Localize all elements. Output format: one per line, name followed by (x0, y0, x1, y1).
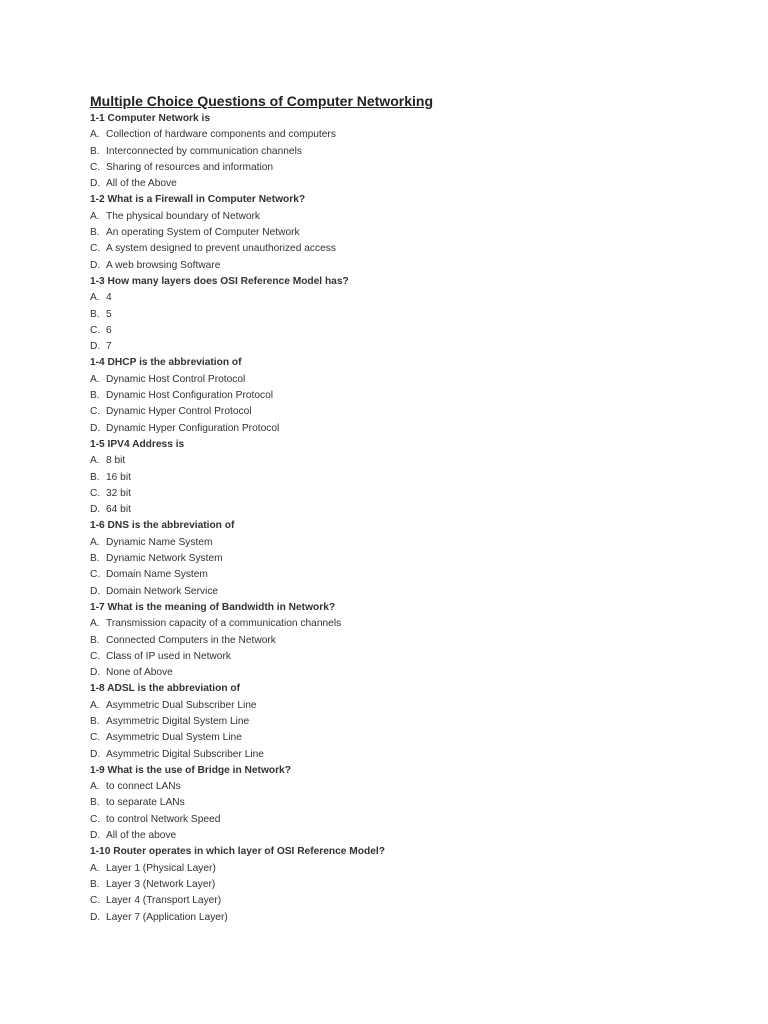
option-text: Asymmetric Dual Subscriber Line (106, 699, 257, 711)
option-letter: A. (90, 536, 100, 548)
option-text: Layer 4 (Transport Layer) (106, 895, 222, 907)
answer-option (90, 584, 710, 600)
answer-option (90, 209, 710, 225)
option-text: Domain Name System (106, 569, 208, 581)
option-text: A system designed to prevent unauthorized access (106, 243, 336, 255)
option-letter: C. (90, 650, 101, 662)
answer-option (90, 633, 710, 649)
answer-option (90, 127, 710, 143)
option-text: Collection of hardware components and computers (106, 129, 336, 141)
answer-option (90, 828, 710, 844)
option-text: A web browsing Software (106, 259, 221, 271)
answer-option (90, 225, 710, 241)
option-letter: A. (90, 862, 100, 874)
option-letter: C. (90, 324, 101, 336)
option-text: Asymmetric Digital Subscriber Line (106, 748, 264, 760)
option-letter: D. (90, 341, 101, 353)
answer-option (90, 779, 710, 795)
option-letter: A. (90, 292, 100, 304)
question-text: 1-3 How many layers does OSI Reference Model has? (90, 275, 349, 287)
document-content (90, 92, 710, 926)
answer-option (90, 877, 710, 893)
answer-option (90, 795, 710, 811)
answer-option (90, 307, 710, 323)
option-letter: C. (90, 161, 101, 173)
question-text: 1-2 What is a Firewall in Computer Network? (90, 194, 306, 206)
question-text: 1-4 DHCP is the abbreviation of (90, 357, 242, 369)
option-letter: B. (90, 634, 100, 646)
option-letter: D. (90, 748, 101, 760)
option-text: Layer 3 (Network Layer) (106, 878, 216, 890)
answer-option (90, 404, 710, 420)
option-letter: B. (90, 878, 100, 890)
option-letter: B. (90, 227, 100, 239)
question-text: 1-5 IPV4 Address is (90, 438, 185, 450)
option-letter: B. (90, 715, 100, 727)
option-text: 16 bit (106, 471, 131, 483)
option-letter: C. (90, 569, 101, 581)
question-text: 1-8 ADSL is the abbreviation of (90, 683, 241, 695)
option-text: 32 bit (106, 487, 131, 499)
question-block (90, 274, 710, 355)
answer-option (90, 893, 710, 909)
question-text: 1-1 Computer Network is (90, 113, 211, 124)
option-letter: C. (90, 406, 101, 418)
answer-option (90, 567, 710, 583)
answer-option (90, 160, 710, 176)
answer-option (90, 453, 710, 469)
answer-option (90, 372, 710, 388)
option-letter: A. (90, 455, 100, 467)
option-text: Dynamic Network System (106, 553, 223, 565)
option-text: Class of IP used in Network (106, 650, 231, 662)
answer-option (90, 747, 710, 763)
answer-option (90, 323, 710, 339)
option-text: 6 (106, 324, 112, 336)
answer-option (90, 486, 710, 502)
answer-option (90, 861, 710, 877)
answer-option (90, 616, 710, 632)
option-letter: B. (90, 390, 100, 402)
question-text: 1-6 DNS is the abbreviation of (90, 520, 235, 532)
option-letter: D. (90, 259, 101, 271)
option-text: Connected Computers in the Network (106, 634, 276, 646)
document-title: Multiple Choice Questions of Computer Networking (90, 93, 434, 109)
option-text: Transmission capacity of a communication channels (106, 618, 342, 630)
question-block (90, 111, 710, 192)
option-text: Layer 7 (Application Layer) (106, 911, 228, 923)
question-text: 1-10 Router operates in which layer of OSI Reference Model? (90, 846, 385, 858)
option-text: Dynamic Name System (106, 536, 213, 548)
option-letter: B. (90, 308, 100, 320)
option-letter: D. (90, 504, 101, 516)
option-text: to connect LANs (106, 781, 181, 793)
answer-option (90, 241, 710, 257)
option-letter: D. (90, 911, 101, 923)
question-block (90, 844, 710, 925)
option-text: Asymmetric Digital System Line (106, 715, 250, 727)
option-letter: D. (90, 830, 101, 842)
option-text: Dynamic Host Configuration Protocol (106, 390, 274, 402)
option-text: All of the above (106, 830, 177, 842)
option-text: Asymmetric Dual System Line (106, 732, 242, 744)
option-text: 7 (106, 341, 112, 353)
answer-option (90, 535, 710, 551)
option-letter: A. (90, 373, 100, 385)
option-letter: D. (90, 585, 101, 597)
answer-option (90, 176, 710, 192)
option-text: Dynamic Hyper Configuration Protocol (106, 422, 280, 434)
option-letter: B. (90, 145, 100, 157)
option-text: 64 bit (106, 504, 131, 516)
option-text: Dynamic Hyper Control Protocol (106, 406, 252, 418)
answer-option (90, 730, 710, 746)
answer-option (90, 714, 710, 730)
option-text: Dynamic Host Control Protocol (106, 373, 246, 385)
question-block (90, 437, 710, 518)
option-text: 5 (106, 308, 112, 320)
answer-option (90, 812, 710, 828)
question-block (90, 681, 710, 762)
answer-option (90, 502, 710, 518)
option-text: to control Network Speed (106, 813, 221, 825)
question-block (90, 355, 710, 436)
answer-option (90, 388, 710, 404)
answer-option (90, 421, 710, 437)
option-letter: C. (90, 732, 101, 744)
option-letter: C. (90, 487, 101, 499)
option-text: Layer 1 (Physical Layer) (106, 862, 216, 874)
question-block (90, 518, 710, 599)
option-text: All of the Above (106, 178, 177, 190)
answer-option (90, 665, 710, 681)
answer-option (90, 910, 710, 926)
question-list (90, 111, 710, 926)
option-text: to separate LANs (106, 797, 185, 809)
question-block (90, 763, 710, 844)
option-text: The physical boundary of Network (106, 210, 261, 222)
option-letter: A. (90, 699, 100, 711)
question-block (90, 192, 710, 273)
answer-option (90, 258, 710, 274)
option-text: Domain Network Service (106, 585, 219, 597)
option-letter: B. (90, 471, 100, 483)
option-letter: A. (90, 618, 100, 630)
answer-option (90, 290, 710, 306)
answer-option (90, 551, 710, 567)
option-letter: A. (90, 210, 100, 222)
option-letter: B. (90, 797, 100, 809)
option-text: 8 bit (106, 455, 126, 467)
option-letter: D. (90, 667, 101, 679)
option-letter: C. (90, 813, 101, 825)
option-text: Interconnected by communication channels (106, 145, 302, 157)
answer-option (90, 649, 710, 665)
option-letter: D. (90, 178, 101, 190)
option-letter: A. (90, 129, 100, 141)
option-text: None of Above (106, 667, 173, 679)
answer-option (90, 470, 710, 486)
question-block (90, 600, 710, 681)
option-letter: A. (90, 781, 100, 793)
option-letter: D. (90, 422, 101, 434)
answer-option (90, 698, 710, 714)
option-letter: B. (90, 553, 100, 565)
option-letter: C. (90, 243, 101, 255)
option-text: An operating System of Computer Network (106, 227, 300, 239)
option-letter: C. (90, 895, 101, 907)
answer-option (90, 339, 710, 355)
answer-option (90, 144, 710, 160)
question-text: 1-7 What is the meaning of Bandwidth in Network? (90, 601, 336, 613)
option-text: Sharing of resources and information (106, 161, 274, 173)
question-text: 1-9 What is the use of Bridge in Network? (90, 764, 291, 776)
option-text: 4 (106, 292, 112, 304)
